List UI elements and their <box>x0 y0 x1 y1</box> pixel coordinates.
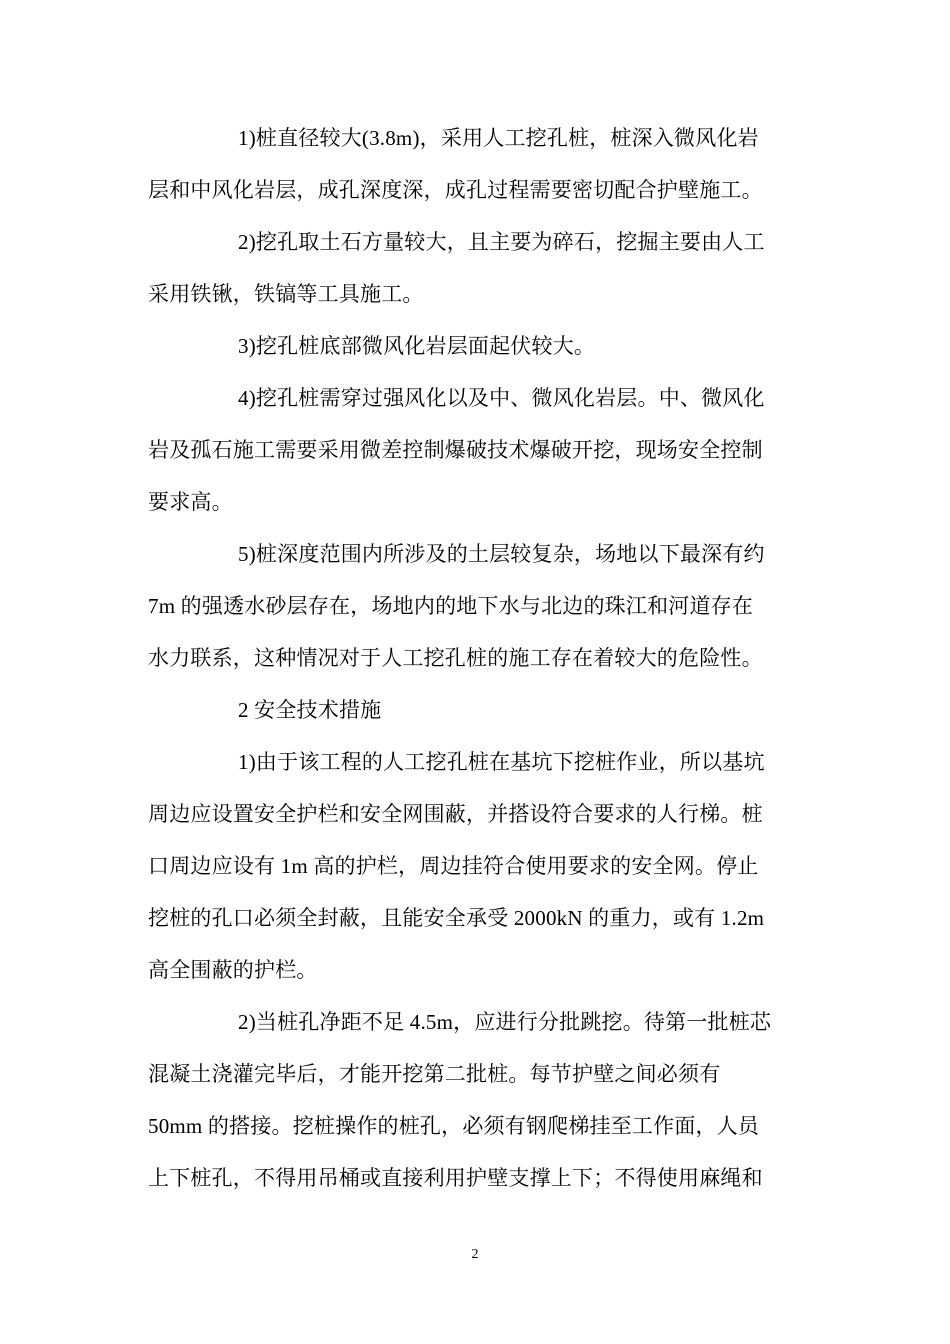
text-line: 岩及孤石施工需要采用微差控制爆破技术爆破开挖，现场安全控制 <box>148 438 763 462</box>
text-line: 3)挖孔桩底部微风化岩层面起伏较大。 <box>238 334 596 358</box>
text-line: 7m 的强透水砂层存在，场地内的地下水与北边的珠江和河道存在 <box>148 594 754 618</box>
text-line: 1)由于该工程的人工挖孔桩在基坑下挖桩作业，所以基坑 <box>238 750 765 774</box>
text-line: 口周边应设有 1m 高的护栏，周边挂符合使用要求的安全网。停止 <box>148 854 759 878</box>
text-line: 1)桩直径较大(3.8m)，采用人工挖孔桩，桩深入微风化岩 <box>238 126 759 150</box>
text-line: 挖桩的孔口必须全封蔽，且能安全承受 2000kN 的重力，或有 1.2m <box>148 906 765 930</box>
text-line: 50mm 的搭接。挖桩操作的桩孔，必须有钢爬梯挂至工作面，人员 <box>148 1114 760 1138</box>
text-line: 4)挖孔桩需穿过强风化以及中、微风化岩层。中、微风化 <box>238 386 765 410</box>
section-heading: 2 安全技术措施 <box>238 698 382 722</box>
text-line: 2)挖孔取土石方量较大，且主要为碎石，挖掘主要由人工 <box>238 230 765 254</box>
text-line: 周边应设置安全护栏和安全网围蔽，并搭设符合要求的人行梯。桩 <box>148 802 763 826</box>
text-line: 上下桩孔，不得用吊桶或直接利用护壁支撑上下；不得使用麻绳和 <box>148 1166 763 1190</box>
text-line: 5)桩深度范围内所涉及的土层较复杂，场地以下最深有约 <box>238 542 765 566</box>
text-line: 层和中风化岩层，成孔深度深，成孔过程需要密切配合护壁施工。 <box>148 178 763 202</box>
text-line: 采用铁锹，铁镐等工具施工。 <box>148 282 424 306</box>
text-line: 2)当桩孔净距不足 4.5m，应进行分批跳挖。待第一批桩芯 <box>238 1010 772 1034</box>
text-line: 混凝土浇灌完毕后，才能开挖第二批桩。每节护壁之间必须有 <box>148 1062 721 1086</box>
page-number: 2 <box>471 1247 479 1262</box>
text-line: 要求高。 <box>148 490 233 514</box>
text-line: 水力联系，这种情况对于人工挖孔桩的施工存在着较大的危险性。 <box>148 646 763 670</box>
text-line: 高全围蔽的护栏。 <box>148 958 318 982</box>
